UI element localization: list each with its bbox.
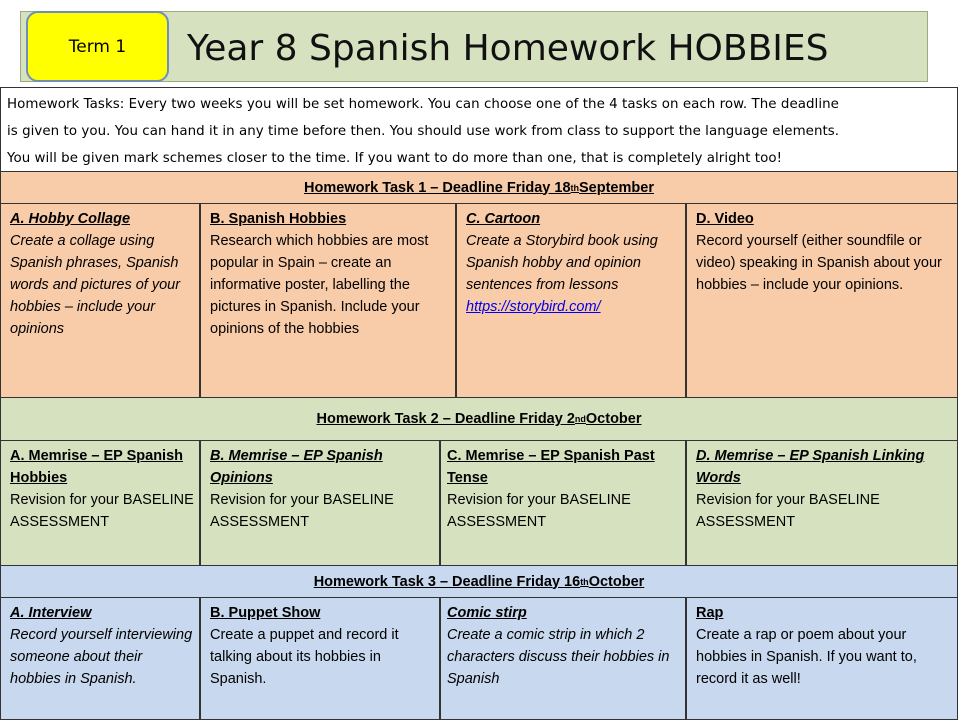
intro-line-3: You will be given mark schemes closer to the time. If you want to do more than one, that is completely alright too!: [7, 151, 783, 166]
task1-b-body: Research which hobbies are most popular in Spain – create an informative poster, labelling the pictures in Spanish. Include your opinions of the hobbies: [210, 233, 429, 337]
task3-header-month: October: [588, 573, 645, 590]
task2-option-d: [686, 440, 958, 566]
task3-b-title: B. Puppet Show: [210, 605, 321, 621]
task2-c-title: C. Memrise – EP Spanish Past Tense: [447, 448, 655, 486]
task3-header: [0, 565, 958, 598]
task1-a-title: A. Hobby Collage: [10, 211, 131, 227]
task1-d-title: D. Video: [696, 211, 754, 227]
task2-option-c: [440, 440, 686, 566]
task3-option-a: [0, 597, 200, 720]
term-badge: Term 1: [26, 11, 169, 82]
task2-a-title: A. Memrise – EP Spanish Hobbies: [10, 448, 183, 486]
task3-option-d: [686, 597, 958, 720]
task2-a-body: Revision for your BASELINE ASSESSMENT: [10, 492, 194, 530]
task1-option-c: [456, 203, 686, 398]
task1-c-body: Create a Storybird book using Spanish hobby and opinion sentences from lessons: [466, 233, 658, 293]
task3-b-body: Create a puppet and record it talking about its hobbies in Spanish.: [210, 627, 399, 687]
storybird-link[interactable]: https://storybird.com/: [466, 299, 601, 315]
task3-option-b: [200, 597, 440, 720]
task2-d-body: Revision for your BASELINE ASSESSMENT: [696, 492, 880, 530]
task1-option-b: [200, 203, 456, 398]
task2-c-body: Revision for your BASELINE ASSESSMENT: [447, 492, 631, 530]
task3-d-title: Rap: [696, 605, 724, 621]
task2-row: [0, 440, 958, 566]
task3-row: [0, 597, 958, 720]
task3-a-body: Record yourself interviewing someone about their hobbies in Spanish.: [10, 627, 193, 687]
task3-option-c: [440, 597, 686, 720]
task2-b-body: Revision for your BASELINE ASSESSMENT: [210, 492, 394, 530]
task2-d-title: D. Memrise – EP Spanish Linking Words: [696, 448, 925, 486]
task2-option-a: [0, 440, 200, 566]
page-title: Year 8 Spanish Homework HOBBIES: [187, 28, 829, 69]
task1-header: [0, 171, 958, 204]
task1-header-sup: th: [570, 182, 580, 193]
task2-header-text: Homework Task 2 – Deadline Friday 2: [316, 411, 575, 427]
task1-option-a: [0, 203, 200, 398]
intro-line-2: is given to you. You can hand it in any time before then. You should use work from class to support the language elements.: [7, 124, 840, 139]
task2-header-month: October: [585, 411, 642, 427]
task1-c-title: C. Cartoon: [466, 211, 541, 227]
task3-c-body: Create a comic strip in which 2 characters discuss their hobbies in Spanish: [447, 627, 670, 687]
intro-box: [0, 87, 958, 172]
task1-header-text: Homework Task 1 – Deadline Friday 18: [304, 179, 571, 196]
task3-a-title: A. Interview: [10, 605, 92, 621]
task1-header-month: September: [579, 179, 654, 196]
task1-a-body: Create a collage using Spanish phrases, Spanish words and pictures of your hobbies – include your opinions: [10, 233, 181, 337]
task3-header-sup: th: [580, 576, 589, 587]
task2-b-title: B. Memrise – EP Spanish Opinions: [210, 448, 383, 486]
task1-option-d: [686, 203, 958, 398]
task1-d-body: Record yourself (either soundfile or video) speaking in Spanish about your hobbies – include your opinions.: [696, 233, 942, 293]
task2-header: [0, 397, 958, 441]
task3-c-title: Comic stirp: [447, 605, 527, 621]
task2-option-b: [200, 440, 440, 566]
task3-header-text: Homework Task 3 – Deadline Friday 16: [313, 573, 581, 590]
task1-b-title: B. Spanish Hobbies: [210, 211, 347, 227]
task1-row: [0, 203, 958, 398]
task3-d-body: Create a rap or poem about your hobbies in Spanish. If you want to, record it as well!: [696, 627, 917, 687]
intro-line-1: Homework Tasks: Every two weeks you will be set homework. You can choose one of the 4 tasks on each row. The deadline: [7, 97, 839, 112]
task2-header-sup: nd: [574, 414, 586, 424]
